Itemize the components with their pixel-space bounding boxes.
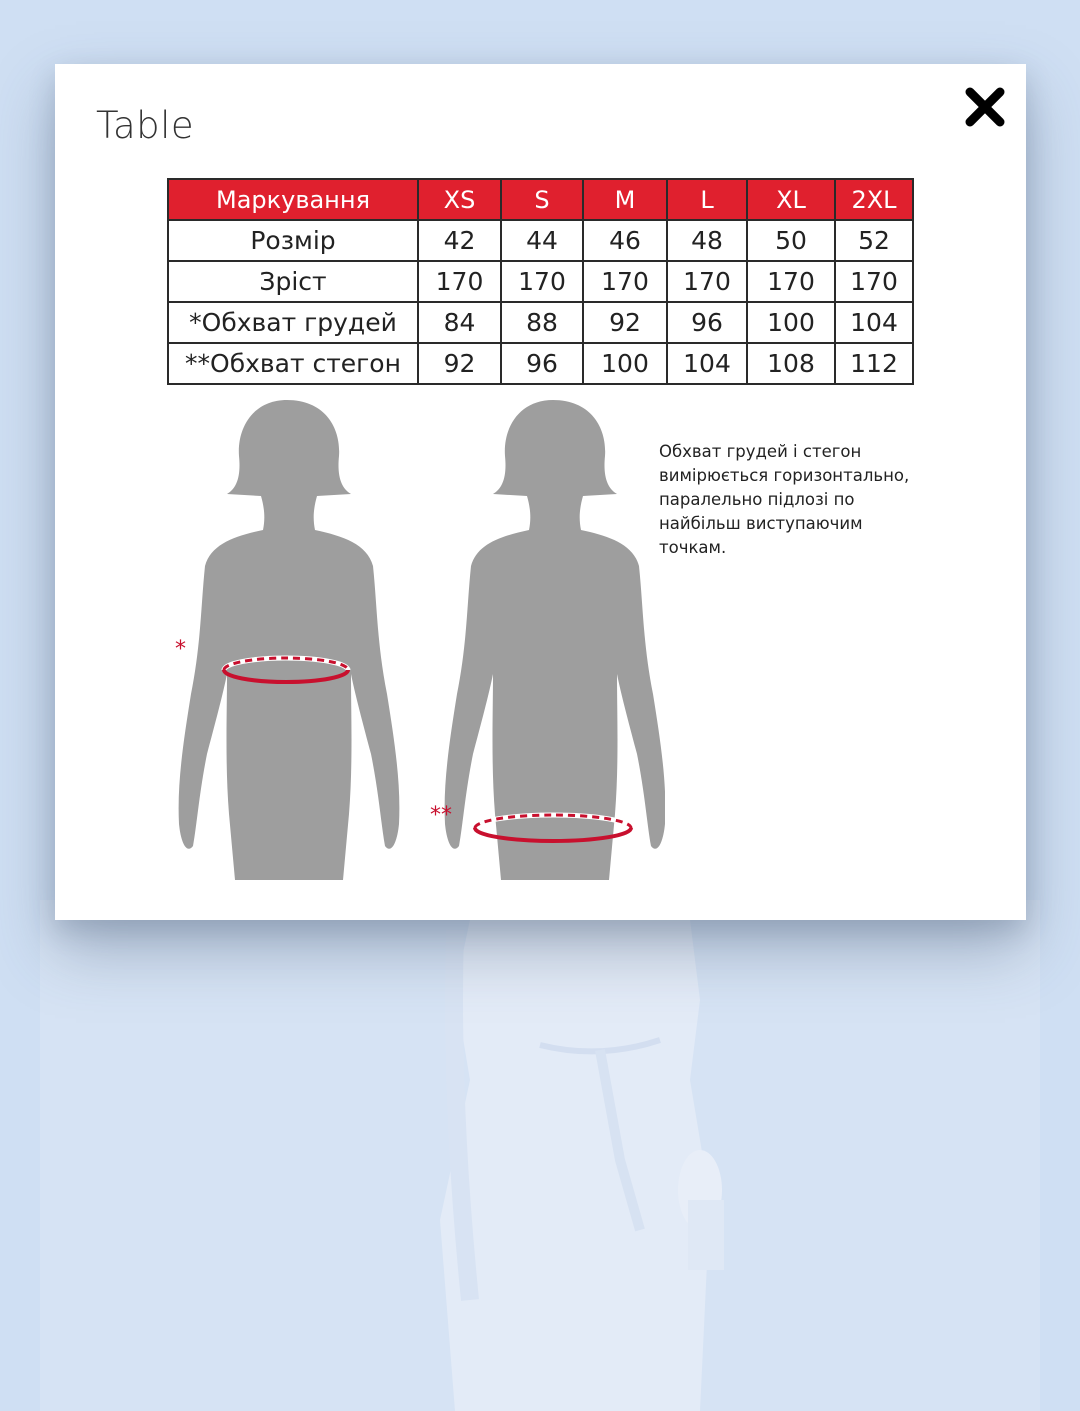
measurement-note: Обхват грудей і стегон вимірюється горизонтально, паралельно підлозі по найбільш виступаючим точкам. <box>659 442 910 557</box>
bust-figure <box>179 400 400 880</box>
table-cell: 46 <box>583 220 667 261</box>
table-cell: 96 <box>667 302 747 343</box>
header-cell: XL <box>747 179 835 220</box>
table-header-row <box>168 179 913 220</box>
row-label: Зріст <box>168 261 418 302</box>
close-icon <box>960 82 1010 132</box>
table-cell: 52 <box>835 220 913 261</box>
size-table <box>167 178 914 385</box>
header-cell: XS <box>418 179 501 220</box>
close-button[interactable] <box>960 82 1010 132</box>
row-label: Розмір <box>168 220 418 261</box>
table-row <box>168 220 913 261</box>
table-cell: 104 <box>835 302 913 343</box>
table-cell: 96 <box>501 343 583 384</box>
table-cell: 48 <box>667 220 747 261</box>
table-cell: 100 <box>583 343 667 384</box>
header-cell: 2XL <box>835 179 913 220</box>
table-cell: 92 <box>583 302 667 343</box>
row-label: **Обхват стегон <box>168 343 418 384</box>
modal-title: Table <box>96 104 195 147</box>
header-cell: M <box>583 179 667 220</box>
table-cell: 170 <box>835 261 913 302</box>
header-cell: Маркування <box>168 179 418 220</box>
hip-figure <box>445 400 665 880</box>
bust-marker: * <box>175 637 186 662</box>
table-row <box>168 261 913 302</box>
table-cell: 42 <box>418 220 501 261</box>
table-cell: 170 <box>667 261 747 302</box>
table-cell: 92 <box>418 343 501 384</box>
table-cell: 170 <box>418 261 501 302</box>
row-label: *Обхват грудей <box>168 302 418 343</box>
table-cell: 170 <box>583 261 667 302</box>
table-cell: 170 <box>501 261 583 302</box>
table-cell: 44 <box>501 220 583 261</box>
header-cell: S <box>501 179 583 220</box>
table-cell: 108 <box>747 343 835 384</box>
table-cell: 88 <box>501 302 583 343</box>
table-cell: 170 <box>747 261 835 302</box>
body-measurement-figures <box>165 394 665 884</box>
table-cell: 50 <box>747 220 835 261</box>
table-cell: 104 <box>667 343 747 384</box>
table-cell: 112 <box>835 343 913 384</box>
table-row <box>168 343 913 384</box>
size-chart-modal <box>55 64 1026 920</box>
table-cell: 100 <box>747 302 835 343</box>
hip-marker: ** <box>430 803 452 828</box>
table-row <box>168 302 913 343</box>
table-cell: 84 <box>418 302 501 343</box>
header-cell: L <box>667 179 747 220</box>
